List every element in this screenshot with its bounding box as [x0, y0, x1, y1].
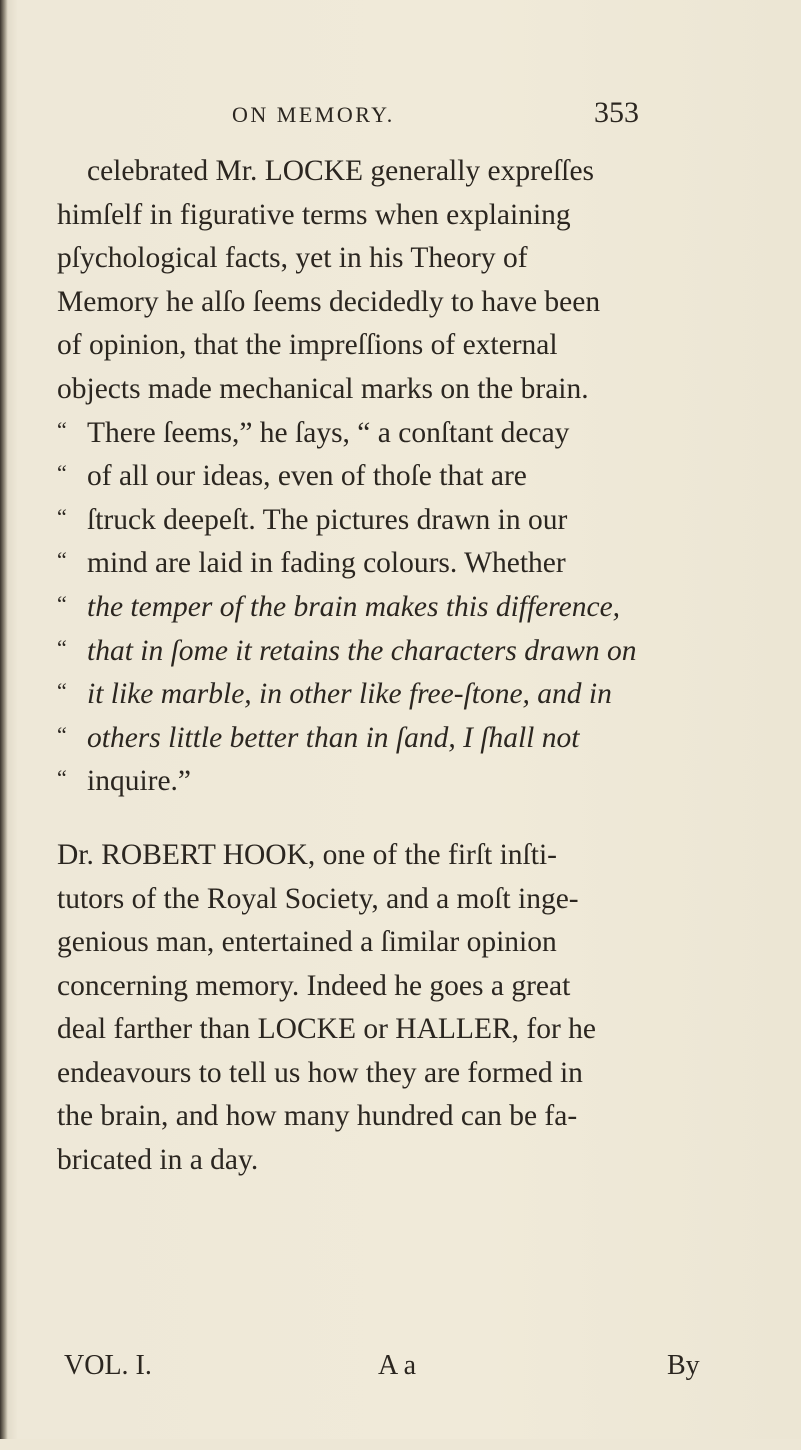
quote-mark: “ [57, 590, 67, 616]
page-binding-edge [0, 0, 8, 1439]
text-line: endeavours to tell us how they are formed in [57, 1056, 583, 1089]
quote-mark: “ [57, 678, 67, 704]
text-line: of opinion, that the impreſſions of external [57, 329, 558, 362]
signature-mark: A a [378, 1350, 417, 1381]
text-line: Memory he alſo ſeems decidedly to have been [57, 285, 601, 318]
catchword: By [667, 1350, 700, 1381]
text-line: pſychological facts, yet in his Theory of [57, 242, 528, 275]
text-line: “ it like marble, in other like free-ſtone, and in [57, 673, 757, 717]
quote-mark: “ [57, 547, 67, 573]
text-line: deal farther than LOCKE or HALLER, for he [57, 1013, 597, 1046]
text-line: the brain, and how many hundred can be fa- [57, 1100, 578, 1133]
page-footer [0, 1350, 801, 1450]
text-line: “ that in ſome it retains the characters drawn on [57, 630, 757, 674]
paragraph-gap [57, 804, 757, 834]
text-line: concerning memory. Indeed he goes a great [57, 969, 571, 1002]
text-line: himſelf in figurative terms when explaining [57, 198, 571, 231]
text-line: “ of all our ideas, even of thoſe that are [57, 455, 757, 499]
volume-mark: VOL. I. [64, 1350, 152, 1381]
text-line: objects made mechanical marks on the brain. [57, 372, 589, 405]
quote-mark: “ [57, 416, 67, 442]
text-line: celebrated Mr. LOCKE generally expreſſes [87, 155, 595, 187]
text-line: “ the temper of the brain makes this difference, [57, 586, 757, 630]
text-line: “ inquire.” [57, 760, 757, 804]
text-line: “ ſtruck deepeſt. The pictures drawn in our [57, 499, 757, 543]
paragraph-quote-locke [57, 150, 757, 804]
quote-mark: “ [57, 503, 67, 529]
text-line: tutors of the Royal Society, and a moſt inge- [57, 882, 579, 915]
text-line: “ There ſeems,” he ſays, “ a conſtant decay [57, 412, 757, 456]
text-line: genious man, entertained a ſimilar opinion [57, 926, 557, 959]
body-text [57, 150, 757, 1183]
quote-mark: “ [57, 460, 67, 486]
text-line: bricated in a day. [57, 1144, 259, 1177]
quote-mark: “ [57, 634, 67, 660]
page-number: 353 [594, 96, 639, 129]
quote-mark: “ [57, 765, 67, 791]
text-line: Dr. ROBERT HOOK, one of the firſt inſti- [57, 838, 557, 871]
running-head: ON MEMORY. [232, 102, 395, 127]
quote-mark: “ [57, 721, 67, 747]
text-line: “ others little better than in ſand, I ſhall not [57, 717, 757, 761]
text-line: “ mind are laid in fading colours. Whether [57, 542, 757, 586]
page-header [0, 96, 801, 140]
paragraph-hook [57, 834, 757, 1183]
